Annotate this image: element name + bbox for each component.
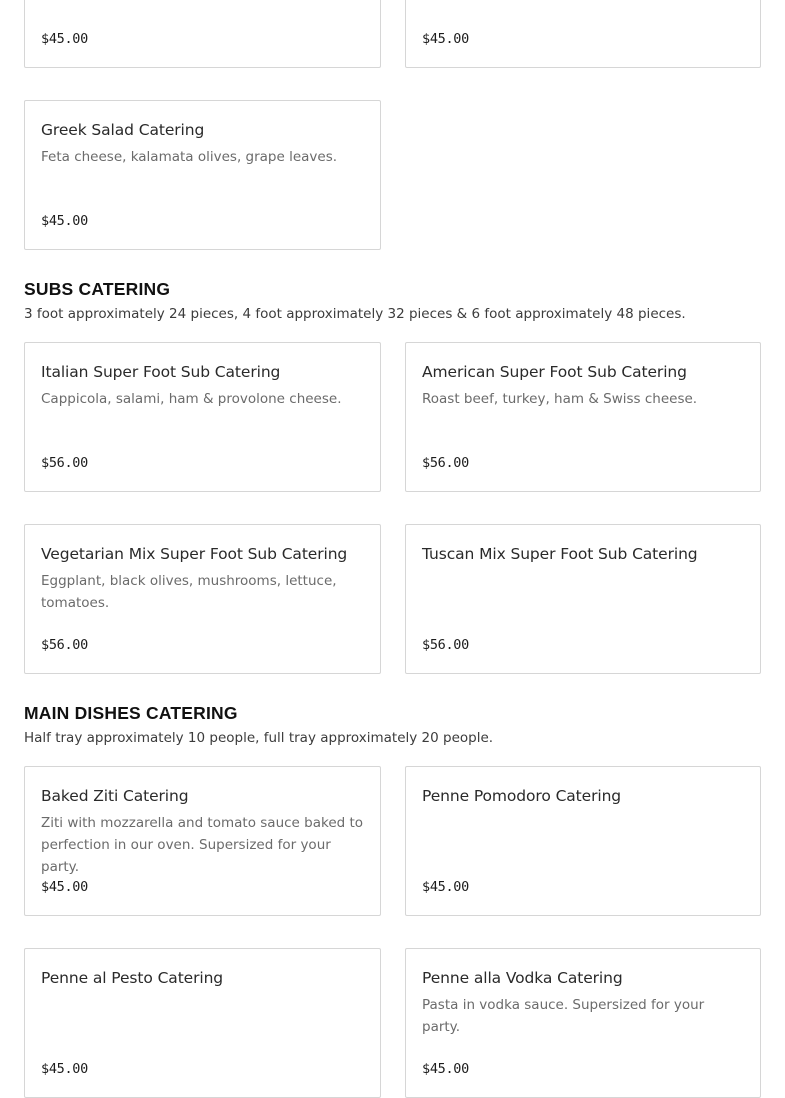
menu-item-price: $45.00 [422,1061,469,1077]
menu-item-card-american-sub[interactable] [405,342,761,492]
menu-item-description: Pasta in vodka sauce. Supersized for your party. [422,997,705,1035]
salads-catering-grid [24,0,761,250]
menu-item-card[interactable] [405,0,761,68]
menu-item-price: $56.00 [422,637,469,653]
menu-item-name: American Super Foot Sub Catering [422,363,687,381]
menu-item-name: Baked Ziti Catering [41,787,189,805]
menu-item-card-baked-ziti[interactable] [24,766,381,916]
menu-item-price: $45.00 [422,879,469,895]
subs-catering-section [24,278,761,674]
menu-item-card-penne-pesto[interactable] [24,948,381,1098]
menu-item-description: Cappicola, salami, ham & provolone cheese. [41,391,342,407]
subs-catering-grid [24,342,761,674]
menu-item-name: Italian Super Foot Sub Catering [41,363,281,381]
menu-item-card-greek-salad[interactable] [24,100,381,250]
menu-item-price: $45.00 [41,879,88,895]
menu-item-name: Penne Pomodoro Catering [422,787,622,805]
main-dishes-catering-section [24,702,761,1098]
section-subtitle: 3 foot approximately 24 pieces, 4 foot approximately 32 pieces & 6 foot approximately 48 pieces. [24,306,686,322]
menu-item-card-vegetarian-sub[interactable] [24,524,381,674]
menu-item-name: Tuscan Mix Super Foot Sub Catering [422,545,698,563]
menu-item-card-penne-vodka[interactable] [405,948,761,1098]
menu-item-description: Eggplant, black olives, mushrooms, lettuce, tomatoes. [41,573,337,611]
menu-item-price: $56.00 [422,455,469,471]
menu-item-price: $56.00 [41,637,88,653]
menu-item-price: $45.00 [41,213,88,229]
menu-item-description: Roast beef, turkey, ham & Swiss cheese. [422,391,698,407]
menu-item-description: Feta cheese, kalamata olives, grape leaves. [41,149,338,165]
menu-item-price: $45.00 [422,31,469,47]
menu-item-price: $56.00 [41,455,88,471]
menu-item-card-tuscan-sub[interactable] [405,524,761,674]
section-title: SUBS CATERING [24,279,171,299]
section-subtitle: Half tray approximately 10 people, full tray approximately 20 people. [24,730,494,746]
menu-item-price: $45.00 [41,1061,88,1077]
menu-item-name: Vegetarian Mix Super Foot Sub Catering [41,545,348,563]
menu-item-card-penne-pomodoro[interactable] [405,766,761,916]
menu-item-card-italian-sub[interactable] [24,342,381,492]
main-dishes-catering-grid [24,766,761,1098]
section-title: MAIN DISHES CATERING [24,703,238,723]
menu-item-name: Penne alla Vodka Catering [422,969,623,987]
menu-item-name: Greek Salad Catering [41,121,205,139]
menu-item-name: Penne al Pesto Catering [41,969,224,987]
menu-item-price: $45.00 [41,31,88,47]
menu-item-description: Ziti with mozzarella and tomato sauce baked to perfection in our oven. Supersized for your party. [41,815,364,875]
menu-item-card[interactable] [24,0,381,68]
catering-menu [24,0,761,1098]
